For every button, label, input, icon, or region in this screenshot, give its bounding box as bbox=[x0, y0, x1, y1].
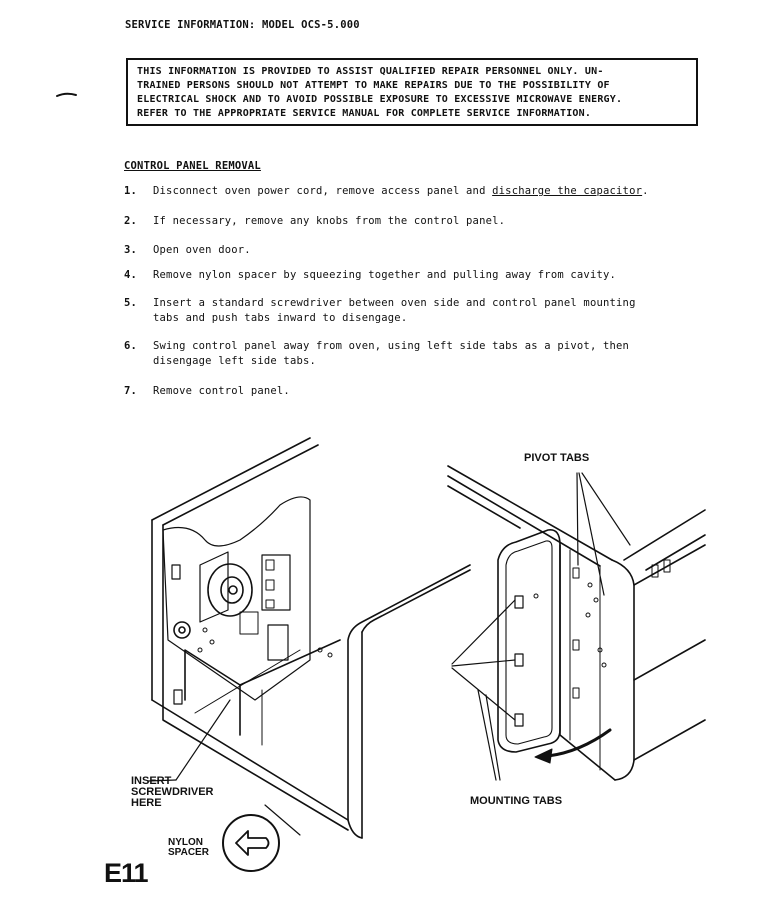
step-text: Remove control panel. bbox=[153, 385, 290, 397]
nylon-label-line-2: SPACER bbox=[168, 847, 209, 858]
nylon-spacer-label bbox=[168, 838, 209, 858]
step-number: 1. bbox=[124, 185, 138, 197]
step-number: 3. bbox=[124, 244, 138, 256]
discharge-capacitor-link[interactable]: discharge the capacitor bbox=[492, 185, 643, 197]
mounting-tabs-label: MOUNTING TABS bbox=[470, 795, 563, 807]
step-text: If necessary, remove any knobs from the control panel. bbox=[153, 215, 506, 227]
step-text: Remove nylon spacer by squeezing together and pulling away from cavity. bbox=[153, 269, 617, 281]
warning-line-4: REFER TO THE APPROPRIATE SERVICE MANUAL FOR COMPLETE SERVICE INFORMATION. bbox=[137, 108, 592, 119]
step-text-continued: tabs and push tabs inward to disengage. bbox=[153, 312, 408, 324]
nylon-spacer-icon bbox=[223, 815, 279, 871]
section-title: CONTROL PANEL REMOVAL bbox=[124, 160, 261, 172]
page-id: E11 bbox=[104, 858, 148, 888]
step-text-continued: disengage left side tabs. bbox=[153, 355, 317, 367]
warning-line-1: THIS INFORMATION IS PROVIDED TO ASSIST QUALIFIED REPAIR PERSONNEL ONLY. UN- bbox=[137, 66, 604, 77]
step-text: Disconnect oven power cord, remove access panel and bbox=[153, 185, 493, 197]
step-number: 2. bbox=[124, 215, 138, 227]
insert-label-line-2: SCREWDRIVER bbox=[131, 786, 214, 798]
pivot-tabs-label: PIVOT TABS bbox=[524, 452, 590, 464]
insert-label-line-3: HERE bbox=[131, 797, 162, 809]
step-text: Swing control panel away from oven, using left side tabs as a pivot, then bbox=[153, 340, 630, 352]
service-info-header: SERVICE INFORMATION: MODEL OCS-5.000 bbox=[125, 19, 360, 31]
step-text: Insert a standard screwdriver between oven side and control panel mounting bbox=[153, 297, 636, 309]
step-text: Open oven door. bbox=[153, 244, 251, 256]
nylon-label-line-1: NYLON bbox=[168, 837, 203, 848]
step-number: 6. bbox=[124, 340, 138, 352]
step-text-end: . bbox=[642, 185, 649, 197]
step-number: 4. bbox=[124, 269, 138, 281]
insert-label-line-1: INSERT bbox=[131, 775, 172, 787]
insert-screwdriver-label bbox=[131, 776, 214, 809]
step-number: 5. bbox=[124, 297, 138, 309]
margin-mark bbox=[57, 94, 76, 96]
warning-line-2: TRAINED PERSONS SHOULD NOT ATTEMPT TO MAKE REPAIRS DUE TO THE POSSIBILITY OF bbox=[137, 80, 610, 91]
right-oven-figure bbox=[448, 466, 705, 780]
warning-line-3: ELECTRICAL SHOCK AND TO AVOID POSSIBLE EXPOSURE TO EXCESSIVE MICROWAVE ENERGY. bbox=[137, 94, 623, 105]
step-number: 7. bbox=[124, 385, 138, 397]
